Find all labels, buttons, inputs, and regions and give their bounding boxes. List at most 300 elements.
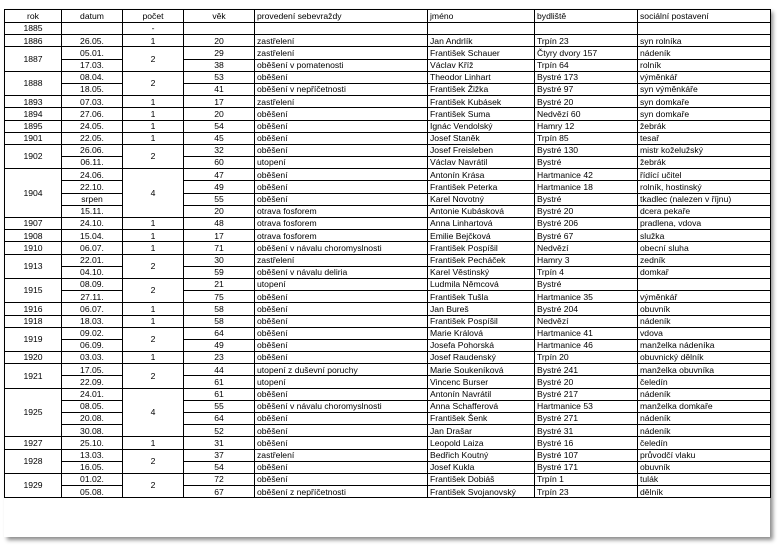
cell-pocet: - <box>123 23 184 35</box>
cell-socialni: syn rolníka <box>638 35 771 47</box>
cell-pocet: 1 <box>123 120 184 132</box>
table-row <box>5 266 771 278</box>
table-row <box>5 108 771 120</box>
cell-rok: 1928 <box>5 449 62 473</box>
cell-bydliste: Hartmanice 35 <box>535 291 638 303</box>
table-row <box>5 303 771 315</box>
cell-socialni: domkař <box>638 266 771 278</box>
cell-socialni: syn domkaře <box>638 108 771 120</box>
cell-pocet: 2 <box>123 47 184 71</box>
cell-datum: srpen <box>62 193 123 205</box>
table-row <box>5 437 771 449</box>
cell-socialni: průvodčí vlaku <box>638 449 771 461</box>
cell-socialni <box>638 278 771 290</box>
table-row <box>5 339 771 351</box>
cell-provedeni: zastřelení <box>255 254 428 266</box>
cell-pocet: 1 <box>123 35 184 47</box>
cell-socialni: nádeník <box>638 388 771 400</box>
cell-datum: 24.10. <box>62 218 123 230</box>
cell-rok: 1927 <box>5 437 62 449</box>
cell-bydliste: Bystré 171 <box>535 461 638 473</box>
cell-rok: 1895 <box>5 120 62 132</box>
cell-pocet: 2 <box>123 327 184 351</box>
cell-jmeno: Marie Soukeníková <box>428 364 535 376</box>
cell-socialni: čeledín <box>638 376 771 388</box>
cell-jmeno: František Pospíšil <box>428 242 535 254</box>
cell-pocet: 1 <box>123 303 184 315</box>
cell-pocet: 4 <box>123 169 184 218</box>
cell-datum: 09.02. <box>62 327 123 339</box>
cell-bydliste: Bystré 97 <box>535 83 638 95</box>
table-row <box>5 71 771 83</box>
cell-datum: 30.08. <box>62 425 123 437</box>
table-row <box>5 413 771 425</box>
cell-datum: 05.08. <box>62 486 123 498</box>
cell-provedeni: oběšení z nepříčetnosti <box>255 486 428 498</box>
cell-rok: 1901 <box>5 132 62 144</box>
cell-bydliste: Bystré 20 <box>535 205 638 217</box>
cell-socialni: zedník <box>638 254 771 266</box>
cell-jmeno: František Dobiáš <box>428 473 535 485</box>
cell-rok: 1886 <box>5 35 62 47</box>
cell-rok: 1893 <box>5 96 62 108</box>
table-row <box>5 327 771 339</box>
cell-socialni: nádeník <box>638 315 771 327</box>
cell-provedeni: oběšení <box>255 473 428 485</box>
cell-datum: 06.11. <box>62 157 123 169</box>
cell-provedeni: oběšení <box>255 339 428 351</box>
cell-jmeno: František Svojanovský <box>428 486 535 498</box>
cell-datum: 22.10. <box>62 181 123 193</box>
cell-bydliste: Bystré 16 <box>535 437 638 449</box>
table-row <box>5 35 771 47</box>
cell-jmeno: František Schauer <box>428 47 535 59</box>
cell-jmeno: Leopold Laiza <box>428 437 535 449</box>
cell-provedeni: zastřelení <box>255 96 428 108</box>
header-socialni: sociální postavení <box>638 10 771 23</box>
cell-provedeni: otrava fosforem <box>255 218 428 230</box>
cell-rok: 1916 <box>5 303 62 315</box>
cell-bydliste: Bystré 130 <box>535 144 638 156</box>
cell-datum: 15.11. <box>62 205 123 217</box>
table-row <box>5 205 771 217</box>
table-row <box>5 83 771 95</box>
cell-vek: 64 <box>184 413 255 425</box>
cell-bydliste: Hamry 12 <box>535 120 638 132</box>
cell-bydliste: Trpín 23 <box>535 35 638 47</box>
cell-bydliste: Bystré 271 <box>535 413 638 425</box>
table-row <box>5 47 771 59</box>
cell-provedeni: oběšení <box>255 327 428 339</box>
cell-provedeni: utopení <box>255 278 428 290</box>
cell-provedeni: oběšení <box>255 169 428 181</box>
cell-bydliste: Bystré 206 <box>535 218 638 230</box>
cell-provedeni: oběšení v návalu choromyslnosti <box>255 400 428 412</box>
cell-datum: 17.05. <box>62 364 123 376</box>
cell-jmeno: Karel Novotný <box>428 193 535 205</box>
cell-vek: 45 <box>184 132 255 144</box>
cell-bydliste: Nedvězí <box>535 242 638 254</box>
cell-provedeni: zastřelení <box>255 449 428 461</box>
table-row <box>5 193 771 205</box>
cell-bydliste: Bystré 31 <box>535 425 638 437</box>
cell-jmeno: Josef Raudenský <box>428 352 535 364</box>
cell-provedeni: otrava fosforem <box>255 205 428 217</box>
cell-bydliste: Bystré 241 <box>535 364 638 376</box>
cell-jmeno: Ludmila Němcová <box>428 278 535 290</box>
cell-provedeni: oběšení <box>255 108 428 120</box>
cell-provedeni: oběšení <box>255 181 428 193</box>
cell-datum: 08.05. <box>62 400 123 412</box>
table-row <box>5 400 771 412</box>
table-row <box>5 449 771 461</box>
cell-provedeni: oběšení <box>255 461 428 473</box>
cell-jmeno: Ignác Vendolský <box>428 120 535 132</box>
table-row <box>5 364 771 376</box>
cell-vek: 67 <box>184 486 255 498</box>
cell-provedeni: otrava fosforem <box>255 230 428 242</box>
cell-vek: 64 <box>184 327 255 339</box>
cell-datum: 27.06. <box>62 108 123 120</box>
cell-vek: 55 <box>184 400 255 412</box>
cell-jmeno: Josef Staněk <box>428 132 535 144</box>
cell-socialni: mistr koželužský <box>638 144 771 156</box>
cell-datum: 18.03. <box>62 315 123 327</box>
cell-socialni: rolník <box>638 59 771 71</box>
cell-datum: 05.01. <box>62 47 123 59</box>
cell-datum: 01.02. <box>62 473 123 485</box>
cell-vek: 55 <box>184 193 255 205</box>
cell-datum: 18.05. <box>62 83 123 95</box>
cell-rok: 1915 <box>5 278 62 302</box>
cell-bydliste: Bystré 204 <box>535 303 638 315</box>
cell-provedeni: oběšení <box>255 291 428 303</box>
cell-socialni: tesař <box>638 132 771 144</box>
cell-bydliste: Trpín 4 <box>535 266 638 278</box>
cell-pocet: 1 <box>123 132 184 144</box>
cell-vek: 61 <box>184 388 255 400</box>
cell-bydliste: Bystré 20 <box>535 376 638 388</box>
table-row <box>5 132 771 144</box>
cell-jmeno: Josefa Pohorská <box>428 339 535 351</box>
cell-jmeno: Jan Drašar <box>428 425 535 437</box>
cell-bydliste: Trpín 1 <box>535 473 638 485</box>
cell-socialni: nádeník <box>638 425 771 437</box>
cell-bydliste: Trpín 23 <box>535 486 638 498</box>
header-jmeno: jméno <box>428 10 535 23</box>
cell-jmeno: Antonín Navrátil <box>428 388 535 400</box>
cell-provedeni: utopení z duševní poruchy <box>255 364 428 376</box>
cell-bydliste: Hamry 3 <box>535 254 638 266</box>
cell-jmeno: Jan Andrlík <box>428 35 535 47</box>
cell-socialni: čeledín <box>638 437 771 449</box>
cell-provedeni: oběšení <box>255 413 428 425</box>
cell-provedeni: oběšení v návalu choromyslnosti <box>255 242 428 254</box>
header-row <box>5 10 771 23</box>
cell-jmeno <box>428 23 535 35</box>
cell-socialni: syn domkaře <box>638 96 771 108</box>
cell-datum: 06.09. <box>62 339 123 351</box>
cell-jmeno: Anna Linhartová <box>428 218 535 230</box>
cell-socialni: nádeník <box>638 413 771 425</box>
cell-provedeni <box>255 23 428 35</box>
table-row <box>5 461 771 473</box>
cell-vek: 30 <box>184 254 255 266</box>
cell-vek: 72 <box>184 473 255 485</box>
cell-rok: 1904 <box>5 169 62 218</box>
cell-socialni: tulák <box>638 473 771 485</box>
cell-vek: 61 <box>184 376 255 388</box>
table-row <box>5 486 771 498</box>
cell-socialni: dělník <box>638 486 771 498</box>
cell-bydliste: Hartmanice 41 <box>535 327 638 339</box>
table-row <box>5 230 771 242</box>
cell-jmeno: Marie Králová <box>428 327 535 339</box>
cell-socialni: obuvnický dělník <box>638 352 771 364</box>
table-row <box>5 315 771 327</box>
cell-socialni: obuvník <box>638 303 771 315</box>
header-datum: datum <box>62 10 123 23</box>
table-row <box>5 352 771 364</box>
table-row <box>5 376 771 388</box>
cell-vek: 48 <box>184 218 255 230</box>
cell-pocet: 2 <box>123 473 184 497</box>
cell-datum <box>62 23 123 35</box>
cell-vek: 59 <box>184 266 255 278</box>
cell-vek: 23 <box>184 352 255 364</box>
table-sheet <box>4 9 770 537</box>
cell-provedeni: zastřelení <box>255 35 428 47</box>
cell-jmeno: Jan Bureš <box>428 303 535 315</box>
cell-socialni: tkadlec (nalezen v říjnu) <box>638 193 771 205</box>
cell-datum: 16.05. <box>62 461 123 473</box>
cell-jmeno: František Pospíšil <box>428 315 535 327</box>
cell-vek <box>184 23 255 35</box>
cell-bydliste: Nedvězí 60 <box>535 108 638 120</box>
table-body <box>5 23 771 498</box>
suicides-table <box>4 9 771 498</box>
cell-jmeno: Antonie Kubásková <box>428 205 535 217</box>
cell-provedeni: oběšení <box>255 120 428 132</box>
header-bydliste: bydliště <box>535 10 638 23</box>
cell-provedeni: oběšení v pomatenosti <box>255 59 428 71</box>
table-row <box>5 96 771 108</box>
cell-jmeno: Václav Navrátil <box>428 157 535 169</box>
cell-pocet: 1 <box>123 96 184 108</box>
cell-datum: 06.07. <box>62 242 123 254</box>
cell-bydliste: Trpín 20 <box>535 352 638 364</box>
cell-datum: 04.10. <box>62 266 123 278</box>
cell-vek: 32 <box>184 144 255 156</box>
table-row <box>5 291 771 303</box>
cell-pocet: 1 <box>123 437 184 449</box>
cell-jmeno: František Suma <box>428 108 535 120</box>
table-row <box>5 169 771 181</box>
cell-socialni: žebrák <box>638 120 771 132</box>
cell-vek: 17 <box>184 96 255 108</box>
cell-jmeno: Emilie Bejčková <box>428 230 535 242</box>
cell-datum: 26.06. <box>62 144 123 156</box>
cell-datum: 03.03. <box>62 352 123 364</box>
table-row <box>5 254 771 266</box>
cell-pocet: 2 <box>123 144 184 168</box>
table-row <box>5 242 771 254</box>
cell-provedeni: oběšení <box>255 388 428 400</box>
cell-provedeni: oběšení <box>255 352 428 364</box>
cell-vek: 20 <box>184 108 255 120</box>
cell-socialni: syn výměnkáře <box>638 83 771 95</box>
cell-rok: 1908 <box>5 230 62 242</box>
cell-vek: 29 <box>184 47 255 59</box>
cell-socialni: nádeník <box>638 47 771 59</box>
cell-vek: 60 <box>184 157 255 169</box>
cell-jmeno: František Kubásek <box>428 96 535 108</box>
cell-pocet: 2 <box>123 254 184 278</box>
cell-pocet: 1 <box>123 108 184 120</box>
cell-provedeni: oběšení <box>255 193 428 205</box>
cell-provedeni: oběšení <box>255 71 428 83</box>
cell-vek: 49 <box>184 339 255 351</box>
table-row <box>5 473 771 485</box>
cell-pocet: 2 <box>123 71 184 95</box>
cell-jmeno: Vincenc Burser <box>428 376 535 388</box>
cell-pocet: 1 <box>123 230 184 242</box>
cell-bydliste: Bystré 107 <box>535 449 638 461</box>
cell-bydliste: Trpín 85 <box>535 132 638 144</box>
cell-socialni: výměnkář <box>638 291 771 303</box>
header-vek: věk <box>184 10 255 23</box>
table-row <box>5 425 771 437</box>
cell-rok: 1907 <box>5 218 62 230</box>
cell-datum: 20.08. <box>62 413 123 425</box>
cell-jmeno: František Žižka <box>428 83 535 95</box>
cell-datum: 07.03. <box>62 96 123 108</box>
cell-datum: 06.07. <box>62 303 123 315</box>
cell-datum: 13.03. <box>62 449 123 461</box>
table-row <box>5 181 771 193</box>
cell-pocet: 1 <box>123 352 184 364</box>
cell-bydliste: Bystré <box>535 193 638 205</box>
cell-jmeno: František Tušla <box>428 291 535 303</box>
cell-provedeni: utopení <box>255 376 428 388</box>
cell-vek: 20 <box>184 35 255 47</box>
cell-pocet: 4 <box>123 388 184 437</box>
table-row <box>5 218 771 230</box>
cell-provedeni: oběšení <box>255 132 428 144</box>
cell-vek: 75 <box>184 291 255 303</box>
table-row <box>5 59 771 71</box>
cell-datum: 15.04. <box>62 230 123 242</box>
cell-vek: 41 <box>184 83 255 95</box>
cell-provedeni: oběšení <box>255 315 428 327</box>
cell-datum: 17.03. <box>62 59 123 71</box>
cell-jmeno: Antonín Krása <box>428 169 535 181</box>
cell-provedeni: zastřelení <box>255 47 428 59</box>
cell-rok: 1913 <box>5 254 62 278</box>
cell-rok: 1921 <box>5 364 62 388</box>
cell-datum: 24.06. <box>62 169 123 181</box>
table-row <box>5 23 771 35</box>
cell-rok: 1885 <box>5 23 62 35</box>
cell-pocet: 2 <box>123 278 184 302</box>
cell-bydliste: Bystré 20 <box>535 96 638 108</box>
table-row <box>5 120 771 132</box>
cell-bydliste: Hartmanice 18 <box>535 181 638 193</box>
cell-rok: 1920 <box>5 352 62 364</box>
cell-bydliste: Bystré 67 <box>535 230 638 242</box>
cell-socialni: vdova <box>638 327 771 339</box>
cell-datum: 08.09. <box>62 278 123 290</box>
cell-provedeni: oběšení v návalu deliria <box>255 266 428 278</box>
cell-vek: 58 <box>184 303 255 315</box>
cell-provedeni: oběšení <box>255 437 428 449</box>
cell-rok: 1918 <box>5 315 62 327</box>
cell-vek: 47 <box>184 169 255 181</box>
cell-jmeno: Karel Věstinský <box>428 266 535 278</box>
cell-rok: 1888 <box>5 71 62 95</box>
cell-vek: 31 <box>184 437 255 449</box>
cell-bydliste: Bystré 217 <box>535 388 638 400</box>
cell-provedeni: oběšení <box>255 144 428 156</box>
cell-bydliste: Bystré <box>535 278 638 290</box>
cell-provedeni: oběšení <box>255 303 428 315</box>
cell-pocet: 2 <box>123 364 184 388</box>
header-pocet: počet <box>123 10 184 23</box>
cell-rok: 1910 <box>5 242 62 254</box>
cell-datum: 24.05. <box>62 120 123 132</box>
cell-vek: 44 <box>184 364 255 376</box>
cell-rok: 1887 <box>5 47 62 71</box>
cell-vek: 71 <box>184 242 255 254</box>
cell-jmeno: Josef Kukla <box>428 461 535 473</box>
cell-socialni: dcera pekaře <box>638 205 771 217</box>
cell-datum: 22.09. <box>62 376 123 388</box>
cell-socialni: výměnkář <box>638 71 771 83</box>
cell-bydliste: Bystré <box>535 157 638 169</box>
cell-socialni: obuvník <box>638 461 771 473</box>
cell-rok: 1929 <box>5 473 62 497</box>
table-row <box>5 157 771 169</box>
cell-jmeno: František Peterka <box>428 181 535 193</box>
cell-jmeno: Anna Schafferová <box>428 400 535 412</box>
cell-vek: 38 <box>184 59 255 71</box>
cell-bydliste: Hartmanice 46 <box>535 339 638 351</box>
cell-socialni: manželka domkaře <box>638 400 771 412</box>
cell-datum: 08.04. <box>62 71 123 83</box>
cell-vek: 52 <box>184 425 255 437</box>
cell-vek: 54 <box>184 120 255 132</box>
header-rok: rok <box>5 10 62 23</box>
cell-jmeno: František Šenk <box>428 413 535 425</box>
cell-vek: 53 <box>184 71 255 83</box>
cell-datum: 26.05. <box>62 35 123 47</box>
cell-socialni: manželka obuvníka <box>638 364 771 376</box>
cell-datum: 27.11. <box>62 291 123 303</box>
cell-socialni <box>638 23 771 35</box>
cell-bydliste: Čtyry dvory 157 <box>535 47 638 59</box>
cell-bydliste: Hartmanice 42 <box>535 169 638 181</box>
cell-jmeno: Josef Freisleben <box>428 144 535 156</box>
cell-datum: 22.01. <box>62 254 123 266</box>
cell-socialni: žebrák <box>638 157 771 169</box>
cell-pocet: 1 <box>123 242 184 254</box>
cell-rok: 1925 <box>5 388 62 437</box>
cell-socialni: služka <box>638 230 771 242</box>
cell-vek: 17 <box>184 230 255 242</box>
cell-vek: 54 <box>184 461 255 473</box>
cell-rok: 1919 <box>5 327 62 351</box>
cell-datum: 24.01. <box>62 388 123 400</box>
